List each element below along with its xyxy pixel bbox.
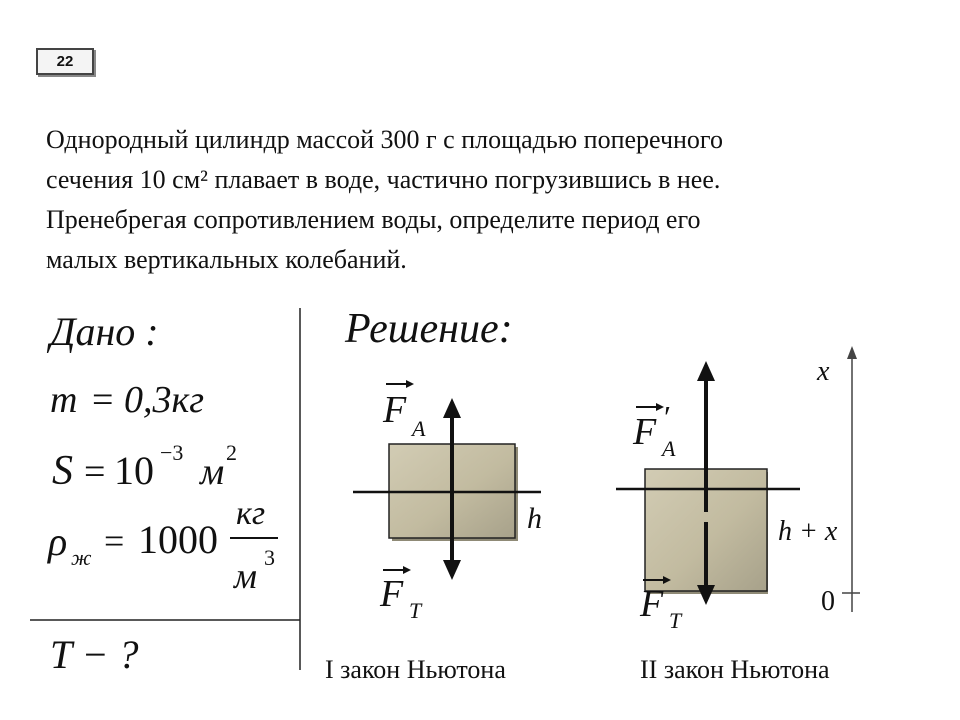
given-S-symbol: S bbox=[52, 448, 73, 494]
fig1-FT-vector-head bbox=[403, 566, 411, 574]
given-S-unit: м bbox=[200, 451, 225, 493]
fig1-force-up-label: F bbox=[383, 389, 407, 431]
problem-line-4: малых вертикальных колебаний. bbox=[46, 245, 407, 274]
fig1-caption: I закон Ньютона bbox=[325, 655, 506, 684]
given-find: T − ? bbox=[50, 632, 139, 677]
given-S-base: 10 bbox=[114, 448, 154, 493]
problem-line-3: Пренебрегая сопротивлением воды, определите период его bbox=[46, 205, 701, 234]
fig2-force-gravity-arrowhead bbox=[697, 585, 715, 605]
fig1-depth-label: h bbox=[527, 502, 542, 535]
fig1-force-up-sub: A bbox=[412, 416, 426, 441]
solution-heading: Решение: bbox=[345, 306, 513, 352]
fig2-force-up-sub: A bbox=[662, 436, 676, 461]
problem-number-badge: 22 bbox=[36, 48, 94, 75]
fig2-x-axis-arrowhead bbox=[847, 346, 857, 359]
given-S-equals: = bbox=[84, 451, 106, 493]
fig2-force-down-sub: T bbox=[669, 608, 682, 633]
given-S-unit-exp: 2 bbox=[226, 440, 237, 465]
given-rho-symbol: ρ bbox=[48, 519, 68, 564]
given-rho-unit-num: кг bbox=[236, 495, 266, 532]
given-rho-value: 1000 bbox=[138, 517, 218, 562]
given-S-exp: −3 bbox=[160, 440, 184, 465]
given-heading: Дано : bbox=[50, 309, 159, 354]
given-m-symbol: m bbox=[50, 379, 78, 421]
given-rho-equals: = bbox=[104, 521, 125, 561]
problem-line-1: Однородный цилиндр массой 300 г с площадью поперечного bbox=[46, 125, 723, 154]
fig2-force-archimedes-arrowhead bbox=[697, 361, 715, 381]
given-rho-unit-den-exp: 3 bbox=[264, 545, 275, 570]
fig2-force-down-label: F bbox=[640, 583, 664, 625]
fig1-force-gravity-arrowhead bbox=[443, 560, 461, 580]
given-rho-sub: ж bbox=[71, 545, 92, 570]
fig1-force-archimedes-arrowhead bbox=[443, 398, 461, 418]
fig1-force-down-sub: T bbox=[409, 598, 422, 623]
fig2-force-up-label: F bbox=[633, 411, 657, 453]
fig2-depth-label: h + x bbox=[778, 516, 838, 547]
fig2-origin-label: 0 bbox=[821, 586, 835, 617]
given-rho-unit-den: м bbox=[234, 556, 257, 596]
problem-line-2: сечения 10 см² плавает в воде, частично погрузившись в нее. bbox=[46, 165, 721, 194]
given-m-value: 0,3кг bbox=[124, 379, 205, 421]
fig2-FA-vector-head bbox=[656, 403, 664, 411]
fig2-caption: II закон Ньютона bbox=[640, 655, 830, 684]
fig1-force-down-label: F bbox=[380, 573, 404, 615]
fig2-force-up-prime: ′ bbox=[664, 399, 671, 435]
fig2-axis-label: x bbox=[817, 356, 830, 387]
given-m-equals: = bbox=[92, 379, 114, 421]
fig1-FA-vector-head bbox=[406, 380, 414, 388]
